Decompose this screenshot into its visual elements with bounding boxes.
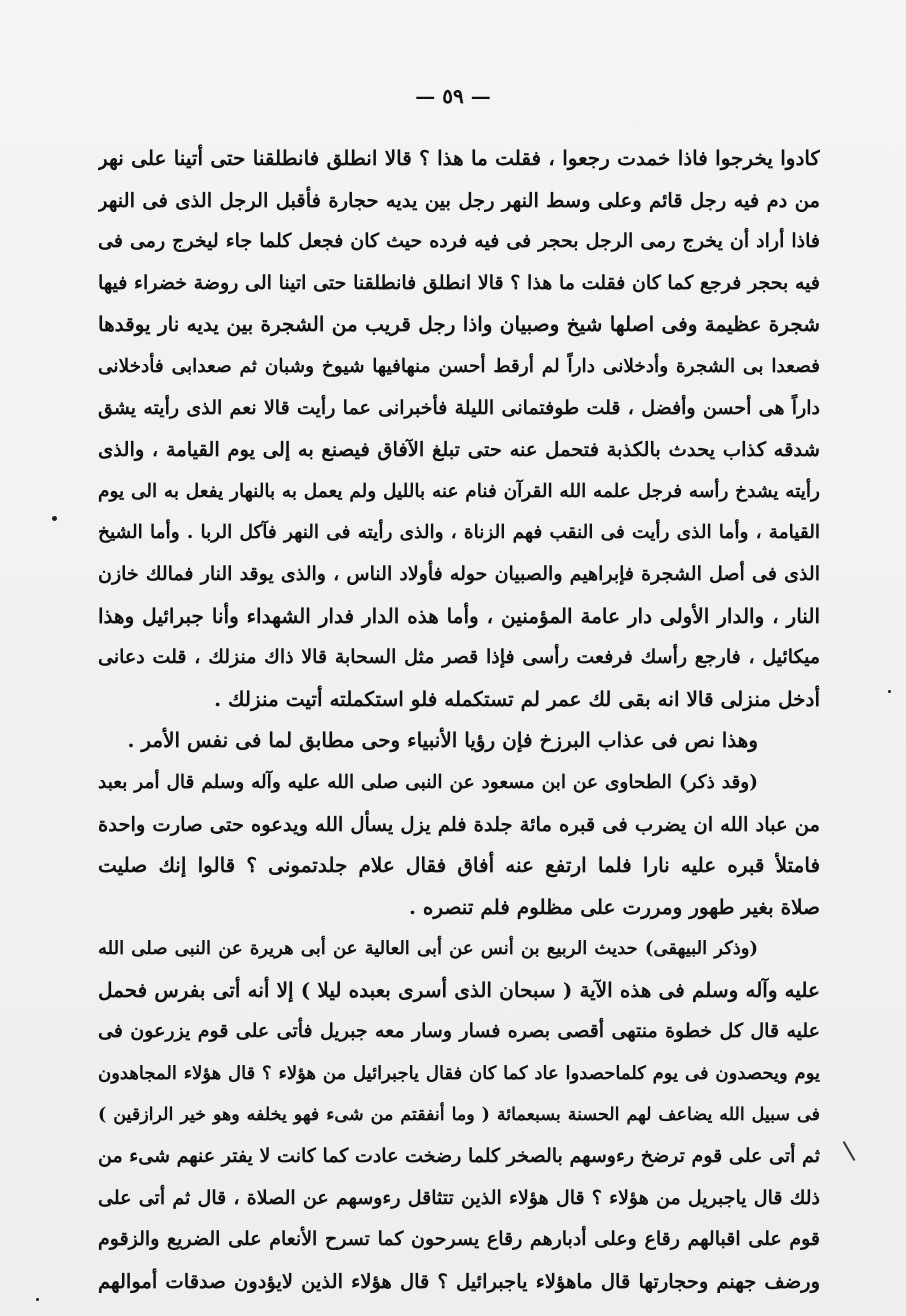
text-line: ذلك قال ياجبريل من هؤلاء ؟ قال هؤلاء الذين تتثاقل رءوسهم عن الصلاة ، قال ثم أتى على [98,1186,820,1209]
text-line: فى سبيل الله يضاعف لهم الحسنة بسبعمائة ( وما أنفقتم من شىء فهو يخلفه وهو خير الرازقين ) [98,1104,820,1125]
text-line: فيه بحجر فرجع كما كان فقلت ما هذا ؟ قالا انطلق فانطلقنا حتى اتينا الى روضة خضراء فيها [98,271,820,294]
scan-speck [52,516,57,521]
text-line: ورضف جهنم وحجارتها قال ماهؤلاء ياجبرائيل ؟ قال هؤلاء الذين لايؤدون صدقات أموالهم [98,1270,820,1294]
text-line: فامتلأ قبره عليه نارا فلما ارتفع عنه أفاق فقال علام جلدتمونى ؟ قالوا إنك صليت [98,853,820,878]
arabic-text-body [98,138,820,1303]
text-line: النار ، والدار الأولى دار عامة المؤمنين ، وأما هذه الدار فدار الشهداء وأنا جبرائيل وهذا [98,603,820,628]
text-line: يوم ويحصدون فى يوم كلماحصدوا عاد كما كان فقال ياجبرائيل من هؤلاء ؟ قال هؤلاء المجاهدون [98,1063,820,1085]
text-line: ميكائيل ، فارجع رأسك فرفعت رأسى فإذا قصر مثل السحابة قالا ذاك منزلك ، قلت دعانى [98,646,820,669]
text-line: (وقد ذكر) الطحاوى عن ابن مسعود عن النبى صلى الله عليه وآله وسلم قال أمر بعبد [98,771,758,793]
text-line: أدخل منزلى قالا انه بقى لك عمر لم تستكمله فلو استكملته أتيت منزلك . [214,686,820,711]
text-line: فصعدا بى الشجرة وأدخلانى داراً لم أرقط أحسن منهافيها شيوخ وشبان ثم صعدابى فأدخلانى [98,355,820,377]
text-line: الذى فى أصل الشجرة فإبراهيم والصبيان حوله فأولاد الناس ، والذى يوقد النار فمالك خازن [98,562,820,585]
text-line: داراً هى أحسن وأفضل ، قلت طوفتمانى الليلة فأخبرانى عما رأيت قالا نعم الذى رأيته يشق [98,396,820,419]
text-line: من دم فيه رجل قائم وعلى وسط النهر رجل بين يديه حجارة فأقبل الرجل الذى فى النهر [98,188,820,212]
text-line: وهذا نص فى عذاب البرزخ فإن رؤيا الأنبياء وحى مطابق لما فى نفس الأمر . [127,728,758,753]
text-line: من عباد الله ان يضرب فى قبره مائة جلدة فلم يزل يسأل الله ويدعوه حتى صارت واحدة [98,812,820,836]
text-line: كادوا يخرجوا فاذا خمدت رجعوا ، فقلت ما هذا ؟ قالا انطلق فانطلقنا حتى أتينا على نهر [98,146,820,170]
text-line: عليه قال كل خطوة منتهى أقصى بصره فسار وسار معه جبريل فأتى على قوم يزرعون فى [98,1020,820,1043]
scan-mark [843,1141,856,1161]
text-line: شجرة عظيمة وفى اصلها شيخ وصبيان واذا رجل قريب من الشجرة بين يديه نار يوقدها [98,312,820,337]
page-number: — ٥٩ — [415,84,491,108]
text-line: فاذا أراد أن يخرج رمى الرجل بحجر فى فيه فرده حيث كان فجعل كلما جاء ليخرج رمى فى [98,230,820,253]
scan-speck [36,1298,39,1301]
scan-speck [888,690,891,693]
text-line: شدقه كذاب يحدث بالكذبة فتحمل عنه حتى تبلغ الآفاق فيصنع به إلى يوم القيامة ، والذى [98,438,820,462]
text-line: قوم على اقبالهم رقاع وعلى أدبارهم رقاع يسرحون كما تسرح الأنعام على الضريع والزقوم [98,1228,820,1251]
text-line: عليه وآله وسلم فى هذه الآية ( سبحان الذى أسرى بعبده ليلا ) إلا أنه أتى بفرس فحمل [98,977,820,1002]
text-line: ثم أتى على قوم ترضخ رءوسهم بالصخر كلما رضخت عادت كما كانت لا يفتر عنهم شىء من [98,1145,820,1168]
text-line: (وذكر البيهقى) حديث الربيع بن أنس عن أبى العالية عن أبى هريرة عن النبى صلى الله [98,938,758,960]
text-line: صلاة بغير طهور ومررت على مظلوم فلم تنصره . [409,894,820,919]
text-line: رأيته يشدخ رأسه فرجل علمه الله القرآن فنام عنه بالليل ولم يعمل به بالنهار يفعل به الى يوم [98,480,820,502]
text-line: القيامة ، وأما الذى رأيت فى النقب فهم الزناة ، والذى رأيته فى النهر فآكل الربا . وأما الشيخ [98,522,820,544]
